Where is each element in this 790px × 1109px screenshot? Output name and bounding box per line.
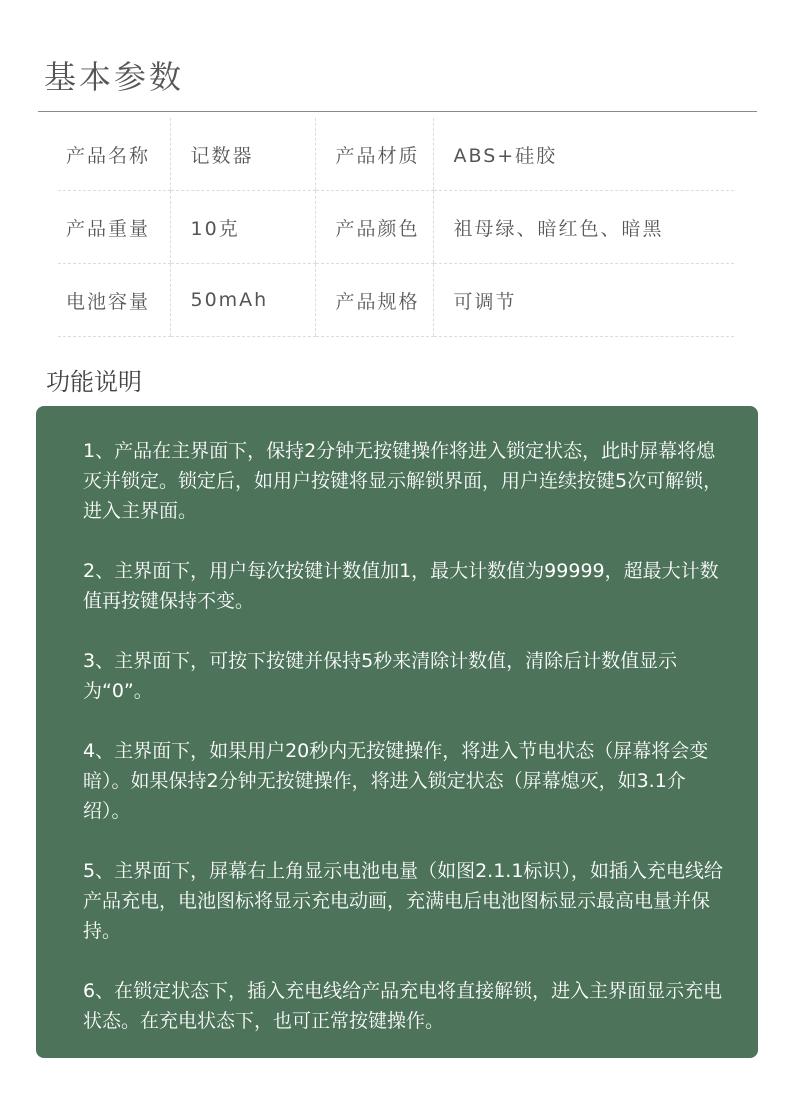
spec-value-color: 祖母绿、暗红色、暗黑 — [433, 191, 734, 264]
spec-label-name: 产品名称 — [58, 118, 170, 191]
function-item-3: 3、主界面下，可按下按键并保持5秒来清除计数值，清除后计数值显示为“0”。 — [83, 650, 678, 702]
spec-label-color: 产品颜色 — [315, 191, 433, 264]
spec-value-name: 记数器 — [170, 118, 315, 191]
basic-params-title: 基本参数 — [44, 58, 185, 96]
function-panel — [36, 406, 758, 1058]
spec-value-material: ABS+硅胶 — [433, 118, 734, 191]
function-item-5: 5、主界面下，屏幕右上角显示电池电量（如图2.1.1标识），如插入充电线给产品充电，电池图标将显示充电动画，充满电后电池图标显示最高电量并保持。 — [83, 860, 723, 942]
table-row — [58, 118, 734, 191]
function-item-2: 2、主界面下，用户每次按键计数值加1，最大计数值为99999，超最大计数值再按键保持不变。 — [83, 560, 719, 612]
spec-label-material: 产品材质 — [315, 118, 433, 191]
spec-value-weight: 10克 — [170, 191, 315, 264]
spec-label-battery: 电池容量 — [58, 264, 170, 337]
function-item-6: 6、在锁定状态下，插入充电线给产品充电将直接解锁，进入主界面显示充电状态。在充电状态下，也可正常按键操作。 — [83, 980, 723, 1032]
function-item-4: 4、主界面下，如果用户20秒内无按键操作，将进入节电状态（屏幕将会变暗）。如果保持2分钟无按键操作，将进入锁定状态（屏幕熄灭，如3.1介绍）。 — [83, 740, 709, 822]
spec-value-size: 可调节 — [433, 264, 734, 337]
function-item-1: 1、产品在主界面下，保持2分钟无按键操作将进入锁定状态，此时屏幕将熄灭并锁定。锁定后，如用户按键将显示解锁界面，用户连续按键5次可解锁，进入主界面。 — [83, 440, 723, 522]
table-row — [58, 191, 734, 264]
spec-label-size: 产品规格 — [315, 264, 433, 337]
spec-table — [58, 118, 734, 337]
spec-value-battery: 50mAh — [170, 264, 315, 337]
table-row — [58, 264, 734, 337]
spec-label-weight: 产品重量 — [58, 191, 170, 264]
title-divider — [38, 111, 757, 112]
function-title: 功能说明 — [46, 368, 142, 396]
